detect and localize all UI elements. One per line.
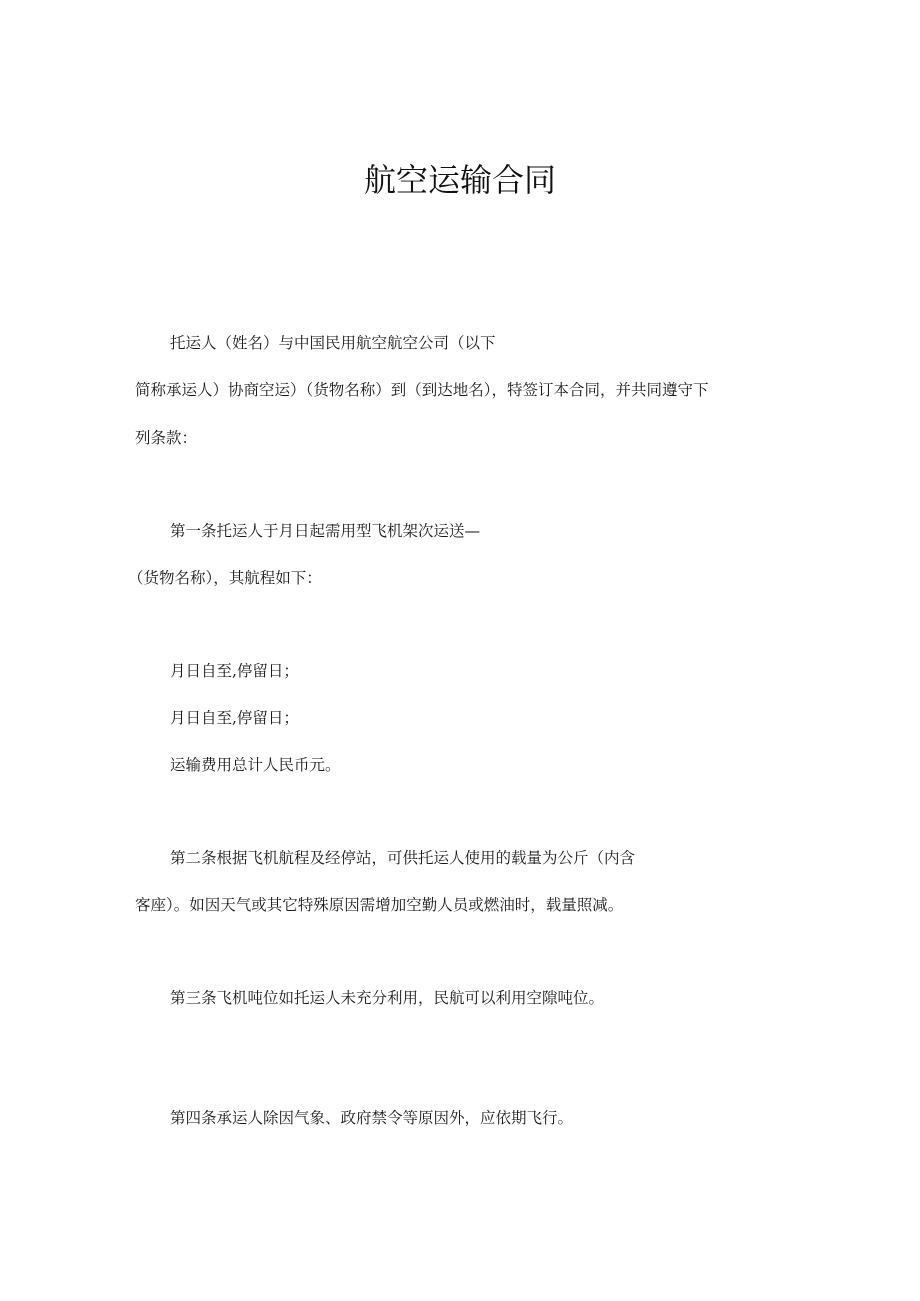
preamble-line-2: 简称承运人）协商空运）（货物名称）到（到达地名），特签订本合同，并共同遵守下 bbox=[135, 381, 709, 399]
preamble-line-3: 列条款： bbox=[135, 429, 198, 447]
article-1-line-1: 第一条托运人于月日起需用型飞机架次运送— bbox=[170, 522, 481, 540]
article-1-line-2: （货物名称），其航程如下： bbox=[128, 569, 322, 587]
preamble-line-1: 托运人（姓名）与中国民用航空航空公司（以下 bbox=[170, 334, 496, 352]
article-3-line-1: 第三条飞机吨位如托运人未充分利用，民航可以利用空隙吨位。 bbox=[170, 989, 605, 1007]
article-2-line-1: 第二条根据飞机航程及经停站，可供托运人使用的载量为公斤（内含 bbox=[170, 849, 636, 867]
article-1-route-2: 月日自至,停留日； bbox=[170, 709, 299, 727]
article-4-line-1: 第四条承运人除因气象、政府禁令等原因外，应依期飞行。 bbox=[170, 1109, 574, 1127]
document-title: 航空运输合同 bbox=[363, 161, 556, 199]
article-1-fee: 运输费用总计人民币元。 bbox=[170, 756, 341, 774]
article-2-line-2: 客座）。如因天气或其它特殊原因需增加空勤人员或燃油时，载量照减。 bbox=[135, 896, 624, 914]
article-1-route-1: 月日自至,停留日； bbox=[170, 662, 299, 680]
